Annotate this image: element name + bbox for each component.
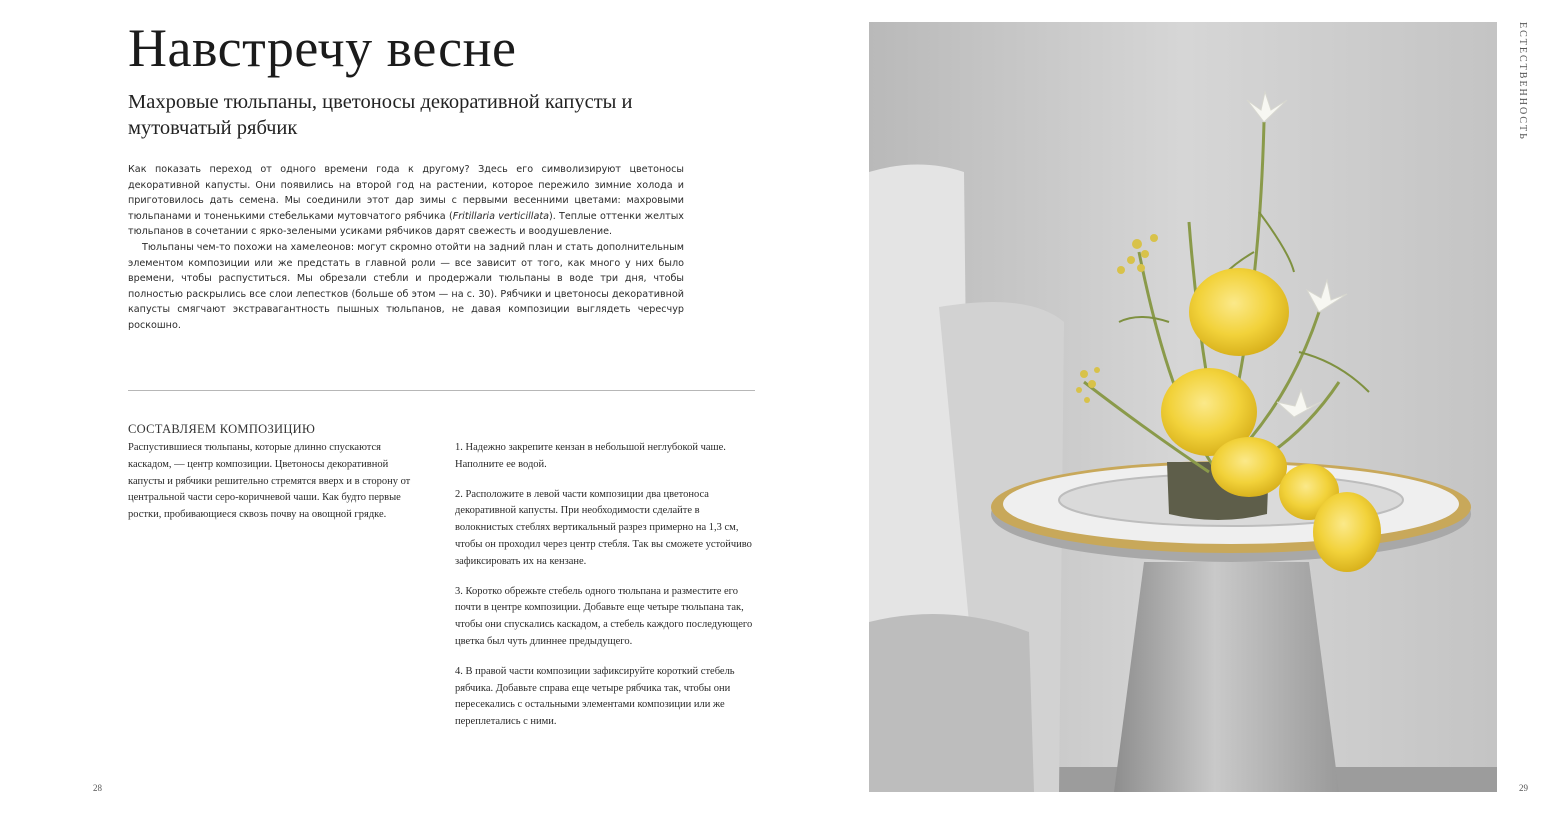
step-item: 4. В правой части композиции зафиксируйте короткий стебель рябчика. Добавьте справа еще четыре рябчика так, чтобы они пересекались с остальными элементами композиции или же переплетались с ними.	[455, 665, 735, 728]
composition-description: Распустившиеся тюльпаны, которые длинно спускаются каскадом, — центр композиции. Цветоносы декоративной капусты и рябчики решительно стремятся вверх и в сторону от центральной части серо-коричневой чаши. Как будто первые ростки, пробивающиеся сквозь почву на овощной грядке.	[128, 442, 411, 521]
flower-arrangement-photo	[869, 22, 1497, 792]
page-subtitle: Махровые тюльпаны, цветоносы декоративной капусты и мутовчатый рябчик	[128, 91, 633, 139]
intro-paragraph-1	[128, 162, 684, 240]
section-divider	[128, 390, 755, 391]
photo-illustration	[869, 22, 1497, 792]
intro-p1-end: ). Теплые оттенки желтых тюльпанов в сочетании с ярко-зелеными усиками рябчиков дарят свежесть и воодушевление.	[128, 210, 684, 238]
page-number-right: 29	[1519, 783, 1528, 793]
tulip-cascade	[1313, 492, 1381, 572]
steps-list	[455, 440, 755, 744]
tulip-lower	[1211, 437, 1287, 497]
chapter-side-label: ЕСТЕСТВЕННОСТЬ	[1517, 22, 1528, 141]
step-item: 1. Надежно закрепите кензан в небольшой неглубокой чаше. Наполните ее водой.	[455, 442, 726, 470]
page-title: Навстречу весне	[128, 18, 517, 78]
step-item: 2. Расположите в левой части композиции два цветоноса декоративной капусты. При необходимости сделайте в волокнистых стеблях вертикальный разрез примерно на 1,3 см, чтобы он проходил через центр стебля. Так вы сможете устойчиво зафиксировать их на кензане.	[455, 488, 752, 567]
page-number-left: 28	[93, 783, 102, 793]
intro-text	[128, 162, 684, 334]
step-item: 3. Коротко обрежьте стебель одного тюльпана и разместите его почти в центре композиции. Добавьте еще четыре тюльпана так, чтобы они спускались каскадом, а стебель каждого последующего цветка был чуть длиннее предыдущего.	[455, 585, 753, 647]
sofa-seat	[869, 614, 1034, 792]
tulip-top	[1189, 268, 1289, 356]
intro-p1-start: Как показать переход от одного времени года к другому? Здесь его символизируют цветоносы декоративной капусты. Они появились на второй год на растении, которое пережило зимние холода и приготовилось дать семена. Мы соединили этот дар зимы с первыми весенними цветами: махровыми тюльпанами и тоненькими стебельками мутовчатого рябчика (	[128, 164, 684, 222]
intro-paragraph-2: Тюльпаны чем-то похожи на хамелеонов: могут скромно отойти на задний план и стать дополнительным элементом композиции или же предстать в главной роли — все зависит от того, как много у них было времени, чтобы распуститься. Мы обрезали стебли и продержали тюльпаны в воде три дня, чтобы полностью раскрылись все слои лепестков (больше об этом — на с. 30). Рябчики и цветоносы декоративной капусты смягчают экстравагантность пышных тюльпанов, не давая композиции выглядеть чересчур роскошно.	[128, 241, 684, 331]
table-pedestal	[1114, 562, 1339, 792]
section-heading: СОСТАВЛЯЕМ КОМПОЗИЦИЮ	[128, 422, 316, 436]
latin-name: Fritillaria verticillata	[452, 210, 549, 222]
